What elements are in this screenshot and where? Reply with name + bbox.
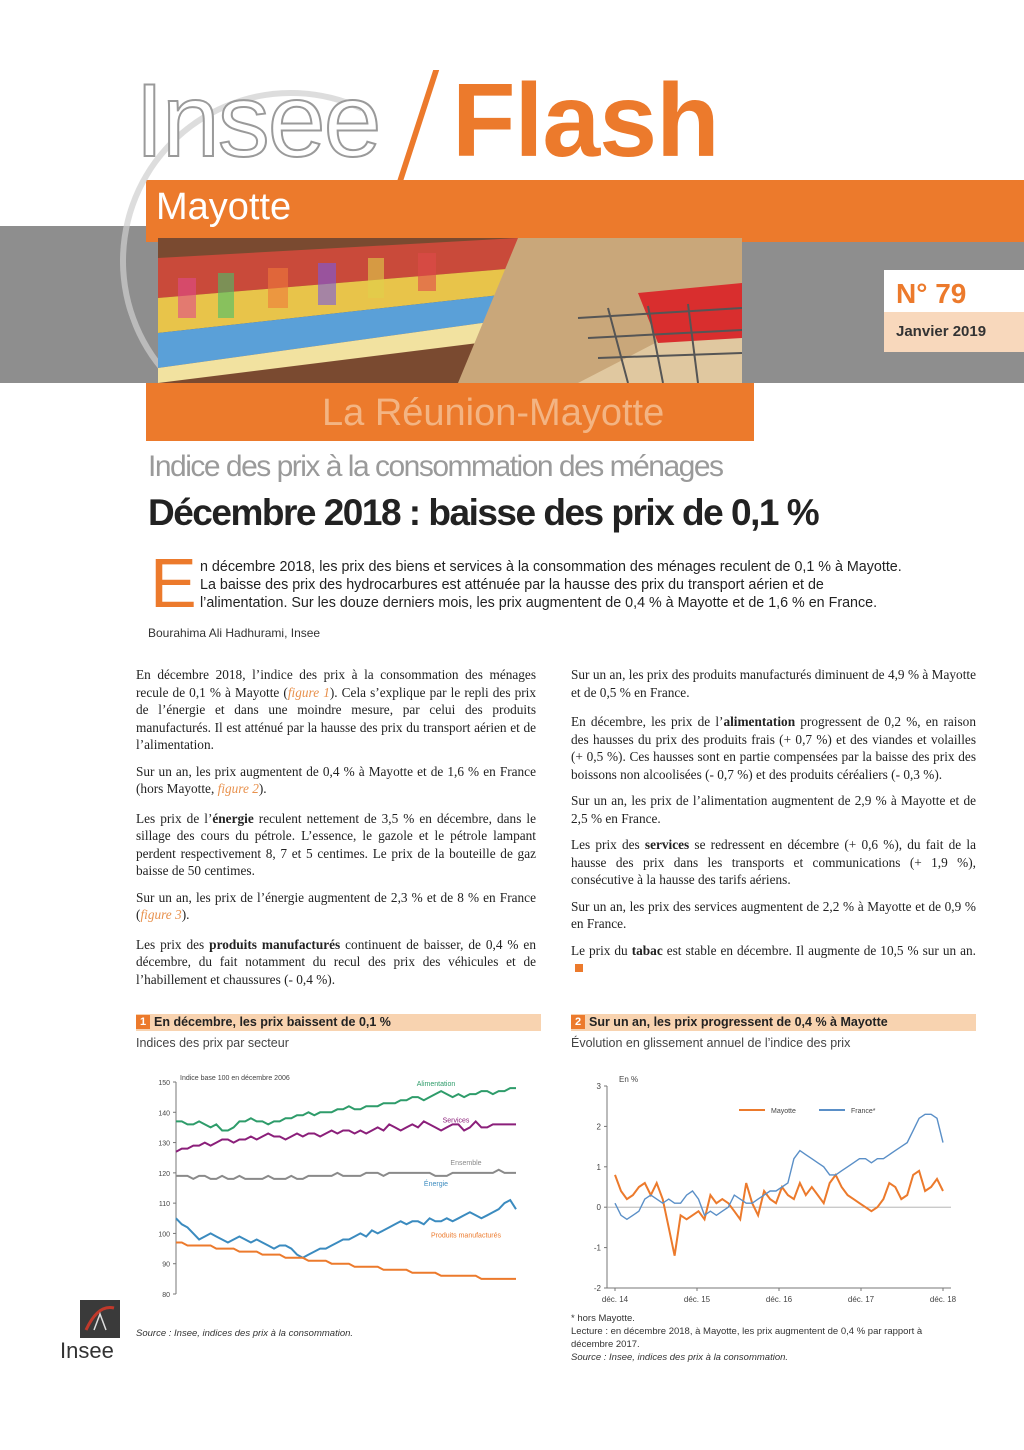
supermarket-illustration — [158, 238, 742, 383]
x-tick-label: déc. 14 — [601, 1295, 629, 1304]
lead-paragraph — [200, 558, 970, 612]
paragraph: Sur un an, les prix des produits manufacturés diminuent de 4,9 % à Mayotte et de 0,5 % en France. — [571, 667, 976, 700]
figure1-subtitle: Indices des prix par secteur — [136, 1036, 289, 1050]
x-tick-label: déc. 15 — [683, 1295, 711, 1304]
series-line — [176, 1170, 516, 1179]
figure2-title: Sur un an, les prix progressent de 0,4 % à Mayotte — [589, 1015, 888, 1029]
issue-number: N° 79 — [896, 278, 967, 309]
series-line — [176, 1243, 516, 1279]
insee-logo-icon — [80, 1300, 120, 1338]
paragraph: Sur un an, les prix des services augmentent de 2,2 % à Mayotte et de 0,9 % en France. — [571, 898, 976, 931]
figure1-title: En décembre, les prix baissent de 0,1 % — [154, 1015, 391, 1029]
figure-link[interactable]: figure 3 — [140, 907, 182, 922]
series-line — [176, 1121, 516, 1151]
figure2-chart — [571, 1066, 971, 1312]
figure1-header — [136, 1014, 541, 1031]
article-title: Décembre 2018 : baisse des prix de 0,1 % — [148, 492, 819, 533]
brand-insee: Insee — [135, 63, 380, 179]
unit-label: Indice base 100 en décembre 2006 — [180, 1075, 290, 1082]
y-tick-label: 110 — [158, 1201, 170, 1209]
text: Sur un an, les prix de l’énergie augmentent de 2,3 % et de 8 % en France ( — [136, 889, 536, 922]
figure2-notes — [571, 1312, 971, 1364]
figure1-chart — [136, 1062, 536, 1302]
series-label: Énergie — [423, 1181, 449, 1188]
text: continuent de baisser, de 0,4 % en décembre, du fait notamment du recul des prix des véhicules et de l’habillement et chaussures (- 0,4 %). — [136, 936, 536, 987]
text: Les prix de l’ — [136, 810, 213, 826]
lead-line: La baisse des prix des hydrocarbures est atténuée par la hausse des prix du transport aérien et de — [200, 577, 824, 593]
figure1-source: Source : Insee, indices des prix à la consommation. — [136, 1328, 354, 1339]
text: Les prix des — [571, 837, 645, 852]
figure2-reading-note: Lecture : en décembre 2018, à Mayotte, les prix augmentent de 0,4 % par rapport à décembre 2017. — [571, 1326, 923, 1350]
paragraph — [571, 942, 976, 977]
series-label: Ensemble — [450, 1159, 482, 1167]
series-label: Produits manufacturés — [430, 1232, 502, 1240]
x-tick-label: déc. 18 — [929, 1295, 957, 1304]
region-label-top: Mayotte — [156, 186, 292, 228]
text: ). Cela s’explique par le repli des prix de l’énergie et dans une moindre mesure, par celui des produits manufacturés. Il est atténué par la hausse des prix du transport aérien et de l’alimentation. — [136, 684, 536, 752]
x-tick-label: déc. 17 — [847, 1295, 875, 1304]
lead-line: l’alimentation. Sur les douze derniers mois, les prix augmentent de 0,4 % à Mayotte et de 1,6 % en France. — [200, 595, 878, 611]
keyword: alimentation — [723, 714, 796, 729]
paragraph — [136, 666, 536, 754]
region-label-bottom: La Réunion-Mayotte — [322, 392, 665, 434]
legend-label: France* — [851, 1108, 876, 1115]
text: En décembre, les prix de l’ — [571, 714, 724, 729]
paragraph — [571, 836, 976, 889]
paragraph — [136, 889, 536, 924]
right-column — [571, 666, 976, 986]
text: ). — [258, 781, 267, 796]
y-tick-label: 80 — [162, 1292, 170, 1299]
text: Le prix du — [571, 942, 632, 958]
lead-line: n décembre 2018, les prix des biens et services à la consommation des ménages reculent de 0,1 % à Mayotte. — [200, 559, 902, 575]
x-tick-label: déc. 16 — [765, 1295, 793, 1304]
paragraph: Sur un an, les prix de l’alimentation augmentent de 2,9 % à Mayotte et de 2,5 % en France. — [571, 793, 976, 826]
end-square-icon — [575, 964, 583, 972]
keyword: services — [644, 837, 690, 852]
paragraph — [136, 810, 536, 880]
y-tick-label: 1 — [596, 1162, 601, 1172]
y-tick-label: 2 — [596, 1122, 601, 1132]
keyword: énergie — [212, 810, 254, 826]
figure2-subtitle: Évolution en glissement annuel de l’indice des prix — [571, 1036, 851, 1050]
unit-label: En % — [619, 1075, 639, 1084]
text: En décembre 2018, l’indice des prix à la consommation des ménages recule de 0,1 % à Mayotte ( — [136, 667, 536, 700]
supermarket-photo — [158, 238, 742, 383]
y-tick-label: 120 — [158, 1170, 170, 1178]
paragraph — [136, 936, 536, 989]
text: est stable en décembre. Il augmente de 10,5 % sur un an. — [662, 942, 977, 958]
text: ). — [181, 907, 190, 922]
figure-link[interactable]: figure 1 — [287, 684, 330, 700]
series-label: Services — [442, 1117, 470, 1125]
y-tick-label: 3 — [596, 1082, 601, 1091]
y-tick-label: 100 — [158, 1231, 170, 1239]
y-tick-label: -2 — [593, 1284, 601, 1293]
series-line — [615, 1171, 943, 1256]
insee-logo-text: Insee — [60, 1338, 114, 1363]
text: Sur un an, les prix augmentent de 0,4 % à Mayotte et de 1,6 % en France (hors Mayotte, — [136, 763, 536, 796]
figure2-source: Source : Insee, indices des prix à la consommation. — [571, 1352, 789, 1363]
text: se redressent en décembre (+ 0,6 %), du fait de la hausse des prix dans les transports et communications (+ 1,9 %), consécutive à la hausse des tarifs aériens. — [571, 837, 976, 887]
paragraph — [571, 713, 976, 783]
legend-label: Mayotte — [771, 1108, 796, 1115]
series-label: Alimentation — [416, 1081, 456, 1089]
figure1-number: 1 — [136, 1015, 150, 1029]
lead-dropcap: E — [150, 544, 197, 622]
y-tick-label: -1 — [593, 1243, 601, 1253]
text: reculent nettement de 3,5 % en décembre, dans le sillage des cours du pétrole. L’essence, le gazole et le pétrole lampant perdent respectivement 8, 7 et 5 centimes. Le prix de la bouteille de gaz baisse de 50 centimes. — [136, 810, 536, 878]
paragraph — [136, 763, 536, 798]
y-tick-label: 130 — [158, 1140, 170, 1148]
keyword: produits manufacturés — [209, 936, 341, 952]
keyword: tabac — [631, 942, 663, 958]
y-tick-label: 150 — [158, 1080, 170, 1087]
text: Les prix des — [136, 936, 210, 952]
figure2-note: * hors Mayotte. — [571, 1313, 635, 1324]
issue-date: Janvier 2019 — [896, 323, 987, 340]
text: progressent de 0,2 %, en raison des hausses du prix des produits frais (+ 0,7 %) et des viandes et volailles (+ 0,5 %). Ces hausses sont en partie compensées par la baisse des prix des boissons non alcoolisées (- 0,7 %) et des produits céréaliers (- 0,3 %). — [571, 714, 976, 782]
article-subtitle: Indice des prix à la consommation des ménages — [148, 450, 723, 483]
y-tick-label: 0 — [596, 1203, 601, 1213]
brand-flash: Flash — [452, 63, 719, 179]
figure2-header — [571, 1014, 976, 1031]
y-tick-label: 90 — [162, 1261, 170, 1269]
figure2-number: 2 — [571, 1015, 585, 1029]
author: Bourahima Ali Hadhurami, Insee — [148, 626, 321, 640]
figure-link[interactable]: figure 2 — [217, 781, 259, 796]
y-tick-label: 140 — [158, 1110, 170, 1118]
left-column — [136, 666, 536, 997]
